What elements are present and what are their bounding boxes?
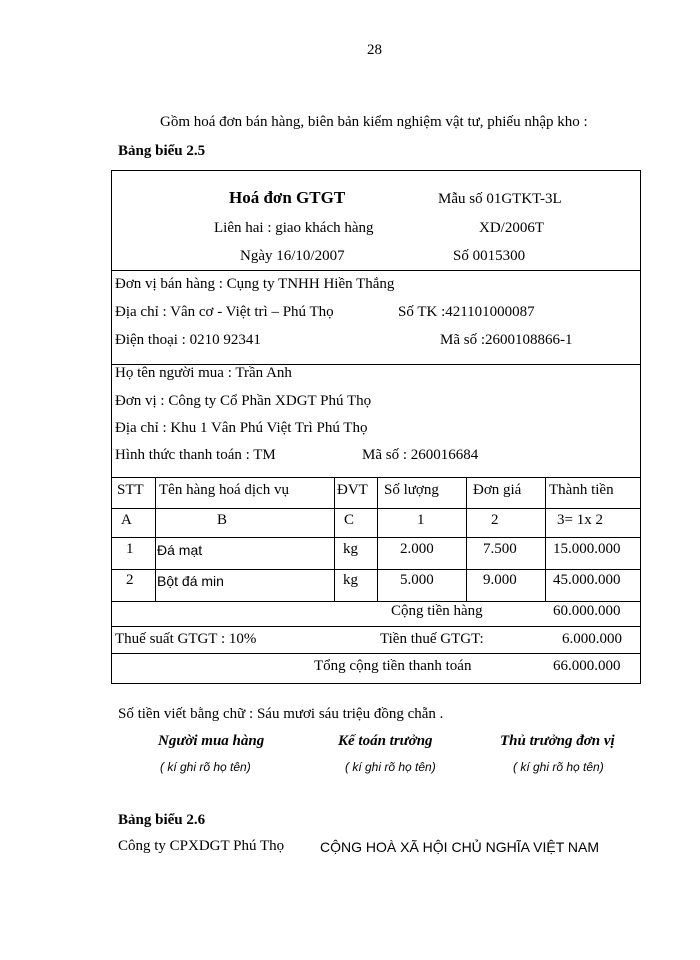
row-item-name: Bột đá min: [157, 573, 224, 589]
row-stt: 1: [126, 541, 134, 557]
col-code: B: [217, 512, 228, 528]
col-code: 2: [491, 512, 499, 528]
seller-name: Đơn vị bán hàng : Cụng ty TNHH Hiền Thắng: [115, 276, 395, 292]
invoice-date: Ngày 16/10/2007: [240, 248, 345, 264]
col-header-name: Tên hàng hoá dịch vụ: [159, 482, 289, 498]
divider: [112, 270, 640, 271]
subtotal-label: Cộng tiền hàng: [391, 603, 483, 619]
row-stt: 2: [126, 572, 134, 588]
row-price: 7.500: [483, 541, 517, 557]
row-qty: 5.000: [400, 572, 434, 588]
signature-role-buyer: Người mua hàng: [158, 733, 265, 749]
row-unit: kg: [343, 572, 358, 588]
col-header-price: Đơn giá: [473, 482, 522, 498]
row-qty: 2.000: [400, 541, 434, 557]
republic-heading: CỘNG HOÀ XÃ HỘI CHỦ NGHĨA VIỆT NAM: [320, 839, 600, 855]
divider: [112, 569, 640, 570]
signature-note: ( kí ghi rõ họ tên): [160, 760, 251, 774]
signature-note: ( kí ghi rõ họ tên): [345, 760, 436, 774]
buyer-name: Họ tên người mua : Trần Anh: [115, 365, 292, 381]
vat-label: Tiền thuế GTGT:: [380, 631, 484, 647]
form-number: Mẫu số 01GTKT-3L: [438, 191, 562, 207]
col-header-stt: STT: [117, 482, 144, 498]
signature-role-accountant: Kế toán trưởng: [338, 733, 433, 749]
seller-tax-code: Mã số :2600108866-1: [440, 332, 573, 348]
invoice-number: Số 0015300: [453, 248, 526, 264]
total-label: Tổng cộng tiền thanh toán: [314, 658, 472, 674]
invoice-series: XD/2006T: [479, 220, 544, 236]
table-label-2-5: Bảng biểu 2.5: [118, 143, 206, 159]
row-amount: 15.000.000: [553, 541, 621, 557]
amount-in-words: Số tiền viết bằng chữ : Sáu mươi sáu triệu đồng chẵn .: [118, 706, 444, 722]
copy-label: Liên hai : giao khách hàng: [214, 220, 374, 236]
row-price: 9.000: [483, 572, 517, 588]
seller-account: Số TK :421101000087: [398, 304, 535, 320]
col-header-qty: Số lượng: [384, 482, 439, 498]
divider: [112, 653, 640, 654]
signature-role-director: Thủ trưởng đơn vị: [500, 733, 615, 749]
col-header-unit: ĐVT: [337, 482, 368, 498]
table-label-2-6: Bảng biểu 2.6: [118, 812, 206, 828]
signature-note: ( kí ghi rõ họ tên): [513, 760, 604, 774]
seller-phone: Điện thoại : 0210 92341: [115, 332, 261, 348]
column-rule: [545, 477, 546, 601]
divider: [112, 601, 640, 602]
subtotal-value: 60.000.000: [553, 603, 621, 619]
vat-amount: 6.000.000: [562, 631, 622, 647]
company-name: Công ty CPXDGT Phú Thọ: [118, 838, 285, 854]
divider: [112, 508, 640, 509]
vat-rate: Thuế suất GTGT : 10%: [115, 631, 257, 647]
row-amount: 45.000.000: [553, 572, 621, 588]
divider: [112, 626, 640, 627]
column-rule: [466, 477, 467, 601]
buyer-unit: Đơn vị : Công ty Cổ Phần XDGT Phú Thọ: [115, 393, 372, 409]
col-code: A: [121, 512, 132, 528]
column-rule: [155, 477, 156, 601]
col-code: C: [344, 512, 355, 528]
buyer-address: Địa chỉ : Khu 1 Vân Phú Việt Trì Phú Thọ: [115, 420, 368, 436]
buyer-tax-code: Mã số : 260016684: [362, 447, 479, 463]
payment-method: Hình thức thanh toán : TM: [115, 447, 276, 463]
intro-text: Gồm hoá đơn bán hàng, biên bản kiểm nghiệm vật tư, phiếu nhập kho :: [160, 114, 588, 130]
column-rule: [377, 477, 378, 601]
row-item-name: Đá mạt: [157, 542, 203, 558]
divider: [112, 537, 640, 538]
col-header-amount: Thành tiền: [549, 482, 614, 498]
total-value: 66.000.000: [553, 658, 621, 674]
col-code: 3= 1x 2: [557, 512, 603, 528]
invoice-title: Hoá đơn GTGT: [229, 188, 346, 207]
page-number: 28: [367, 42, 382, 58]
column-rule: [334, 477, 335, 601]
divider: [112, 477, 640, 478]
row-unit: kg: [343, 541, 358, 557]
seller-address: Địa chỉ : Vân cơ - Việt trì – Phú Thọ: [115, 304, 334, 320]
col-code: 1: [417, 512, 425, 528]
